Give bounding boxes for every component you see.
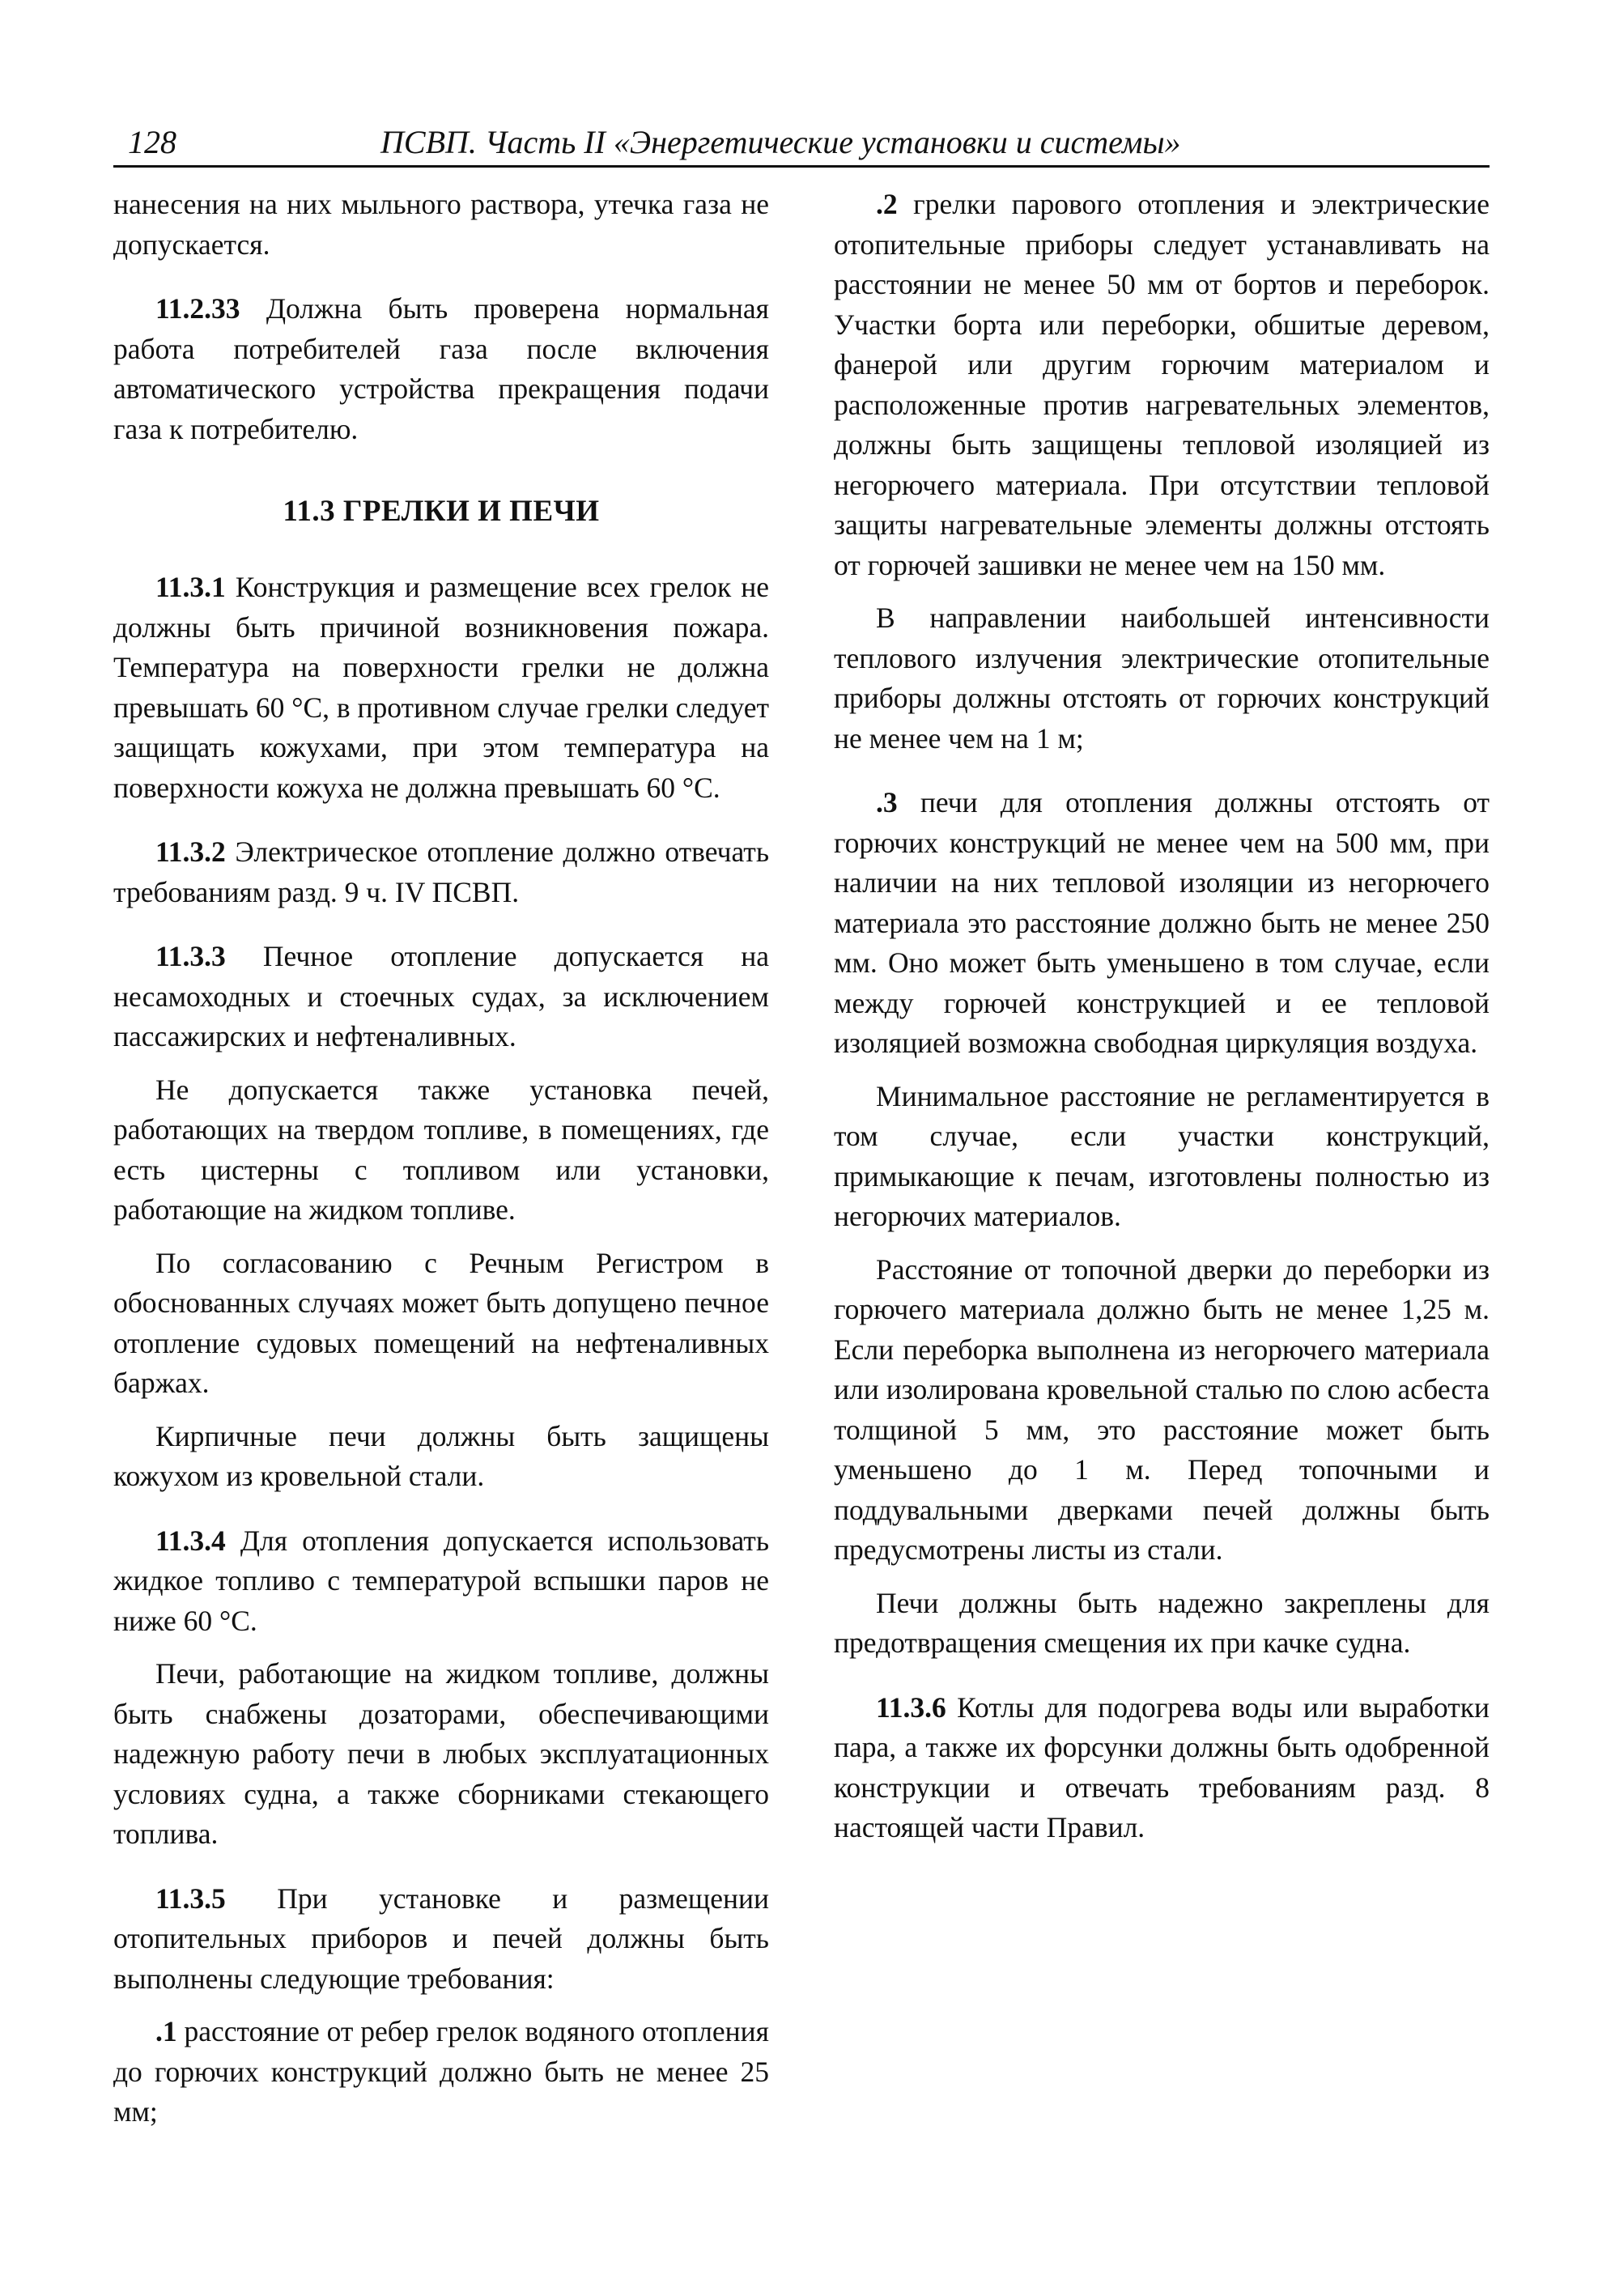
paragraph bbox=[113, 185, 769, 265]
item-number: .3 bbox=[876, 786, 898, 818]
document-page bbox=[113, 113, 1490, 2128]
clause-number: 11.3.1 bbox=[155, 571, 226, 603]
item-text: расстояние от ребер грелок водяного отопления до горючих конструкций должно быть не менее 25 мм; bbox=[113, 2015, 770, 2128]
paragraph bbox=[834, 1077, 1490, 1237]
clause-number: 11.3.3 bbox=[155, 940, 226, 972]
item-number: .1 bbox=[155, 2015, 177, 2047]
item-text: печи для отопления должны отстоять от горючих конструкций не менее чем на 500 мм, при наличии на них тепловой изоляции из негорючего материала это расстояние должно быть не менее 250 мм. Оно может быть уменьшено в том случае, если между горючей конструкцией и ее тепловой изоляцией возможна свободная циркуляция воздуха. bbox=[834, 786, 1490, 1059]
paragraph bbox=[834, 1584, 1490, 1664]
paragraph-text: Печи должны быть надежно закреплены для предотвращения смещения их при качке судна. bbox=[834, 1586, 1490, 1659]
paragraph-text: По согласованию с Речным Регистром в обоснованных случаях может быть допущено печное отопление судовых помещений на нефтеналивных баржах. bbox=[113, 1246, 769, 1399]
paragraph-text: В направлении наибольшей интенсивности теплового излучения электрические отопительные приборы должны отстоять от горючих конструкций не менее чем на 1 м; bbox=[834, 602, 1490, 755]
clause-text: Электрическое отопление должно отвечать требованиям разд. 9 ч. IV ПСВП. bbox=[113, 835, 770, 908]
clause-number: 11.3.5 bbox=[155, 1881, 226, 1915]
paragraph bbox=[113, 1244, 769, 1404]
paragraph bbox=[113, 1654, 769, 1855]
clause-11-2-33 bbox=[113, 289, 769, 449]
clause-text: Для отопления допускается использовать жидкое топливо с температурой вспышки паров не ниже 60 °С. bbox=[113, 1524, 770, 1637]
clause-11-3-5 bbox=[113, 1879, 769, 2000]
clause-11-3-3 bbox=[113, 937, 769, 1057]
list-item-2 bbox=[834, 185, 1490, 585]
header-title: ПСВП. Часть II «Энергетические установки и системы» bbox=[380, 124, 1181, 160]
paragraph-text: Не допускается также установка печей, работающих на твердом топливе, в помещениях, где есть цистерны с топливом или установки, работающие на жидком топливе. bbox=[113, 1073, 769, 1226]
clause-11-3-6 bbox=[834, 1688, 1490, 1848]
clause-text: Котлы для подогрева воды или выработки пара, а также их форсунки должны быть одобренной конструкции и отвечать требованиям разд. 8 настоящей части Правил. bbox=[834, 1690, 1490, 1843]
left-column bbox=[113, 185, 769, 2157]
clause-number: 11.3.2 bbox=[155, 835, 226, 868]
list-item-1 bbox=[113, 2012, 769, 2132]
clause-11-3-4 bbox=[113, 1521, 769, 1642]
paragraph-text: Расстояние от топочной дверки до переборки из горючего материала должно быть не менее 1,25 м. Если переборка выполнена из негорючего материала или изолирована кровельной сталью по слою асбеста толщиной 5 мм, это расстояние может быть уменьшено до 1 м. Перед топочными и поддувальными дверками печей должны быть предусмотрены листы из стали. bbox=[834, 1252, 1490, 1566]
header-rule bbox=[113, 165, 1490, 168]
paragraph bbox=[834, 598, 1490, 759]
paragraph-text: Кирпичные печи должны быть защищены кожухом из кровельной стали. bbox=[113, 1419, 769, 1492]
clause-11-3-1 bbox=[113, 568, 769, 808]
item-number: .2 bbox=[876, 188, 898, 220]
paragraph bbox=[834, 1250, 1490, 1571]
clause-number: 11.2.33 bbox=[155, 292, 240, 325]
paragraph-text: Печи, работающие на жидком топливе, должны быть снабжены дозаторами, обеспечивающими надежную работу печи в любых эксплуатационных условиях судна, а также сборниками стекающего топлива. bbox=[113, 1657, 769, 1850]
right-column bbox=[834, 185, 1490, 1873]
section-heading: 11.3 ГРЕЛКИ И ПЕЧИ bbox=[283, 495, 600, 528]
paragraph-text: Минимальное расстояние не регламентируется в том случае, если участки конструкций, примыкающие к печам, изготовлены полностью из негорючих материалов. bbox=[834, 1079, 1490, 1232]
item-text: грелки парового отопления и электрические отопительные приборы следует устанавливать на расстоянии не менее 50 мм от бортов и переборок. Участки борта или переборки, обшитые деревом, фанерой или другим горючим материалом и расположенные против нагревательных элементов, должны быть защищены тепловой изоляцией из негорючего материала. При отсутствии тепловой защиты нагревательные элементы должны отстоять от горючей зашивки не менее чем на 150 мм. bbox=[834, 188, 1490, 581]
clause-text: Конструкция и размещение всех грелок не должны быть причиной возникновения пожара. Температура на поверхности грелки не должна превышать 60 °С, в противном случае грелки следует защищать кожухами, при этом температура на поверхности кожуха не должна превышать 60 °С. bbox=[113, 571, 770, 804]
paragraph bbox=[113, 1417, 769, 1497]
clause-text: Должна быть проверена нормальная работа потребителей газа после включения автоматического устройства прекращения подачи газа к потребителю. bbox=[113, 292, 769, 445]
clause-text: При установке и размещении отопительных приборов и печей должны быть выполнены следующие требования: bbox=[113, 1881, 770, 1995]
paragraph bbox=[113, 1070, 769, 1231]
page-number: 128 bbox=[128, 124, 176, 160]
paragraph-text: нанесения на них мыльного раствора, утечка газа не допускается. bbox=[113, 188, 769, 261]
clause-text: Печное отопление допускается на несамоходных и стоечных судах, за исключением пассажирских и нефтеналивных. bbox=[113, 940, 770, 1052]
clause-number: 11.3.4 bbox=[155, 1524, 226, 1557]
running-header bbox=[113, 113, 1490, 168]
clause-number: 11.3.6 bbox=[876, 1690, 946, 1724]
clause-11-3-2 bbox=[113, 832, 769, 912]
list-item-3 bbox=[834, 783, 1490, 1064]
